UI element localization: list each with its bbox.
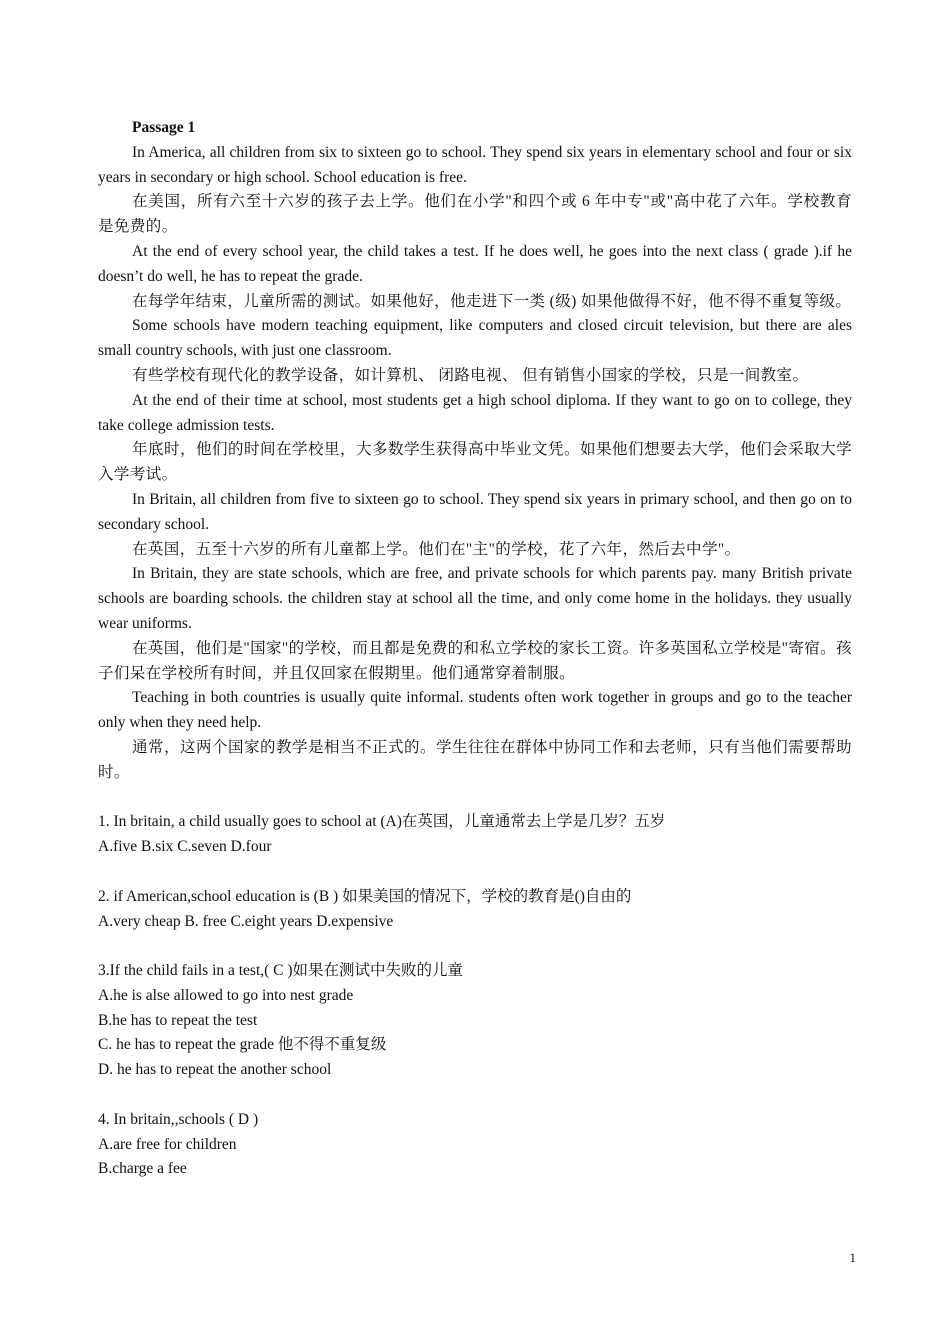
paragraph-cn-7: 通常，这两个国家的教学是相当不正式的。学生往往在群体中协同工作和去老师，只有当他们需要帮助时。	[98, 738, 852, 781]
paragraph-en-3: Some schools have modern teaching equipment, like computers and closed circuit television, but there are ales small country schools, with just one classroom.	[98, 317, 852, 360]
paragraph-cn-4: 年底时，他们的时间在学校里，大多数学生获得高中毕业文凭。如果他们想要去大学，他们会采取大学入学考试。	[98, 441, 852, 484]
spacer	[98, 934, 852, 959]
question-1	[98, 810, 852, 860]
paragraph-en-1: In America, all children from six to sixteen go to school. They spend six years in elementary school and four or six years in secondary or high school. School education is free.	[98, 143, 852, 186]
question-prompt: 1. In britain, a child usually goes to school at (A)在英国，儿童通常去上学是几岁？五岁	[98, 813, 666, 831]
paragraph-en-7: Teaching in both countries is usually quite informal. students often work together in groups and go to the teacher only when they need help.	[98, 689, 852, 732]
question-prompt: 4. In britain,,schools ( D )	[98, 1110, 259, 1128]
paragraph-en-6: In Britain, they are state schools, which are free, and private schools for which parents pay. many British private schools are boarding schools. the children stay at school all the time, and only come home in the holidays. they usually wear uniforms.	[98, 565, 852, 632]
question-3	[98, 959, 852, 1083]
question-options: A.very cheap B. free C.eight years D.expensive	[98, 912, 394, 930]
question-option-a: A.he is alse allowed to go into nest grade	[98, 986, 354, 1004]
paragraph-cn-5: 在英国，五至十六岁的所有儿童都上学。他们在"主"的学校，花了六年，然后去中学"。	[132, 540, 741, 558]
question-prompt: 2. if American,school education is (B ) 如果美国的情况下，学校的教育是()自由的	[98, 887, 632, 905]
page-number: 1	[849, 1250, 856, 1265]
passage-title: Passage 1	[132, 119, 196, 136]
question-prompt: 3.If the child fails in a test,( C )如果在测试中失败的儿童	[98, 962, 464, 980]
spacer	[98, 786, 852, 811]
paragraph-en-4: At the end of their time at school, most students get a high school diploma. If they want to go on to college, they take college admission tests.	[98, 391, 852, 434]
spacer	[98, 1083, 852, 1108]
question-option-b: B.charge a fee	[98, 1160, 187, 1178]
question-option-a: A.are free for children	[98, 1135, 237, 1153]
question-option-c: C. he has to repeat the grade 他不得不重复级	[98, 1036, 387, 1054]
paragraph-en-2: At the end of every school year, the child takes a test. If he does well, he goes into the next class ( grade ).if he doesn’t do well, he has to repeat the grade.	[98, 242, 852, 285]
paragraph-cn-3: 有些学校有现代化的教学设备，如计算机、 闭路电视、 但有销售小国家的学校，只是一间教室。	[132, 366, 809, 384]
page-content	[98, 116, 852, 1182]
question-option-d: D. he has to repeat the another school	[98, 1061, 332, 1079]
paragraph-en-5: In Britain, all children from five to sixteen go to school. They spend six years in primary school, and then go on to secondary school.	[98, 490, 852, 533]
paragraph-cn-6: 在英国，他们是"国家"的学校，而且都是免费的和私立学校的家长工资。许多英国私立学校是"寄宿。孩子们呆在学校所有时间，并且仅回家在假期里。他们通常穿着制服。	[98, 639, 852, 682]
paragraph-cn-2: 在每学年结束，儿童所需的测试。如果他好，他走进下一类 (级) 如果他做得不好，他不得不重复等级。	[132, 292, 852, 310]
question-options: A.five B.six C.seven D.four	[98, 838, 272, 856]
question-4	[98, 1108, 852, 1182]
question-2	[98, 885, 852, 935]
question-option-b: B.he has to repeat the test	[98, 1011, 258, 1029]
paragraph-cn-1: 在美国，所有六至十六岁的孩子去上学。他们在小学"和四个或 6 年中专"或"高中花了六年。学校教育是免费的。	[98, 193, 852, 236]
spacer	[98, 860, 852, 885]
